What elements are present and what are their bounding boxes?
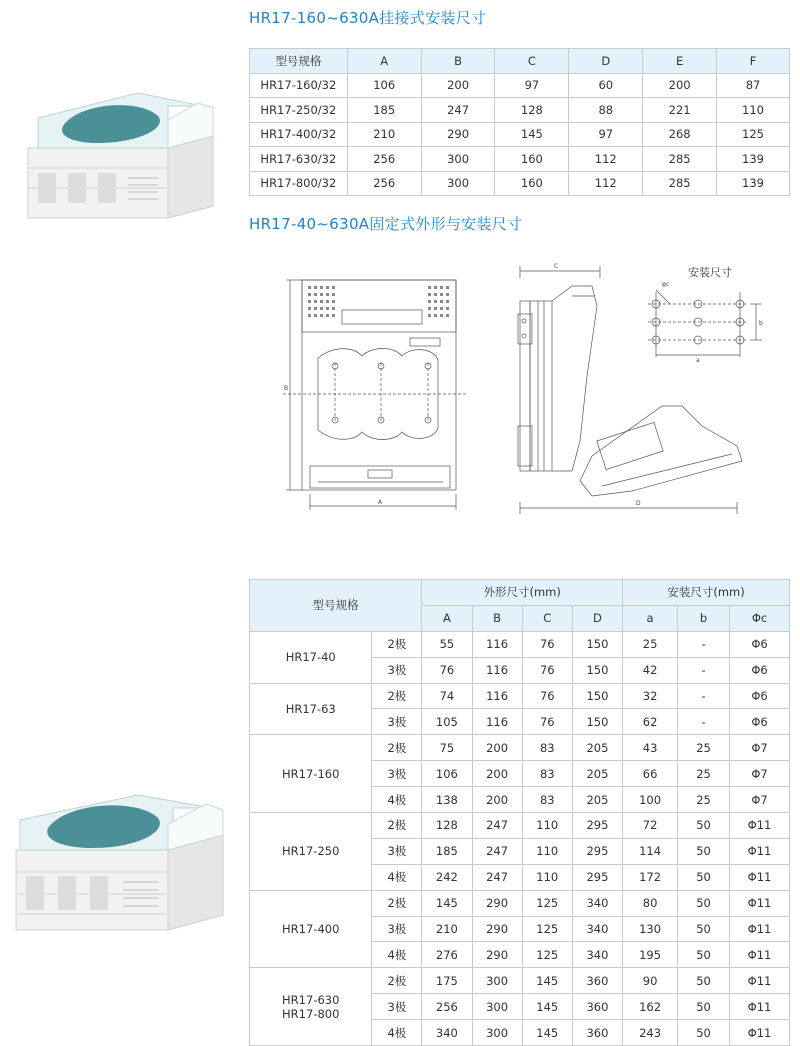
cell: 247 [472,838,522,864]
cell: 4极 [372,864,422,890]
cell: 139 [717,171,790,196]
cell: 72 [623,813,678,839]
cell: 247 [421,98,495,123]
cell: Φ6 [730,683,790,709]
cell: 110 [522,813,572,839]
cell: 60 [569,73,643,98]
cell: 145 [522,968,572,994]
cell: 242 [422,864,472,890]
cell: 210 [347,122,421,147]
table-row [250,98,790,123]
cell: 4极 [372,787,422,813]
cell: 200 [643,73,717,98]
cell: 2极 [372,968,422,994]
cell: 175 [422,968,472,994]
cell: 50 [678,942,730,968]
model-name-630: HR17-630 [282,992,340,1007]
cell: 106 [347,73,421,98]
cell: 110 [522,864,572,890]
cell: 74 [422,683,472,709]
cell: 300 [421,147,495,172]
cell: 247 [472,864,522,890]
cell: 295 [572,864,622,890]
cell: - [678,709,730,735]
cell: 116 [472,631,522,657]
cell: - [678,683,730,709]
table-row [250,735,790,761]
front-view-drawing [278,268,468,518]
cell: 62 [623,709,678,735]
table-row [250,683,790,709]
cell: 200 [472,761,522,787]
model-cell: HR17-40 [250,631,372,683]
cell: 50 [678,1020,730,1046]
cell: 360 [572,994,622,1020]
cell: 125 [717,122,790,147]
cell: 25 [678,787,730,813]
cell: 256 [347,147,421,172]
cell: 42 [623,657,678,683]
cell: 340 [422,1020,472,1046]
cell: 139 [717,147,790,172]
cell: 205 [572,787,622,813]
cell: 290 [421,122,495,147]
cell: 290 [472,916,522,942]
cell: 125 [522,890,572,916]
model-cell: HR17-63 [250,683,372,735]
cell: 145 [422,890,472,916]
mounting-pattern-drawing [640,262,780,372]
hanging-dimension-table [249,48,790,196]
header-model: 型号规格 [250,580,422,632]
cell: 300 [472,968,522,994]
cell: 290 [472,890,522,916]
header-mounting-dimensions: 安装尺寸(mm) [623,580,790,606]
cell: 106 [422,761,472,787]
product-photo-fixed [8,790,238,940]
cell: Φ11 [730,813,790,839]
cell: 2极 [372,735,422,761]
cell: 360 [572,968,622,994]
cell: 55 [422,631,472,657]
cell: 185 [347,98,421,123]
dim-label-C: C [554,263,559,270]
cell: 150 [572,709,622,735]
cell: 243 [623,1020,678,1046]
cell: 83 [522,761,572,787]
table-row [250,147,790,172]
cell: 340 [572,942,622,968]
cell: Φ7 [730,787,790,813]
cell: 80 [623,890,678,916]
header-A: A [347,49,421,74]
header-C: C [522,605,572,631]
cell: 50 [678,916,730,942]
cell: 2极 [372,631,422,657]
cell: 4极 [372,942,422,968]
cell: HR17-800/32 [250,171,348,196]
cell: 285 [643,147,717,172]
cell: 205 [572,761,622,787]
cell: Φ6 [730,631,790,657]
cell: Φ11 [730,968,790,994]
dim-label-phic: φc [662,281,670,288]
cell: 150 [572,631,622,657]
cell: 130 [623,916,678,942]
cell: 50 [678,813,730,839]
cell: 76 [522,631,572,657]
cell: 268 [643,122,717,147]
cell: 76 [522,657,572,683]
cell: HR17-400/32 [250,122,348,147]
cell: 66 [623,761,678,787]
header-a: a [623,605,678,631]
cell: 300 [472,1020,522,1046]
cell: 50 [678,968,730,994]
cell: 76 [422,657,472,683]
cell: Φ7 [730,735,790,761]
model-cell [250,968,372,1046]
header-phic: Φc [730,605,790,631]
cell: 2极 [372,890,422,916]
fixed-dimension-table [249,579,790,1046]
cell: 114 [623,838,678,864]
cell: 2极 [372,813,422,839]
cell: 97 [495,73,569,98]
mount-title: 安装尺寸 [688,266,732,279]
header-D: D [572,605,622,631]
cell: 88 [569,98,643,123]
cell: 205 [572,735,622,761]
cell: 76 [522,709,572,735]
cell: 128 [422,813,472,839]
header-B: B [472,605,522,631]
cell: 3极 [372,994,422,1020]
header-C: C [495,49,569,74]
header-D: D [569,49,643,74]
cell: 75 [422,735,472,761]
cell: 162 [623,994,678,1020]
cell: 200 [472,735,522,761]
cell: - [678,657,730,683]
cell: 100 [623,787,678,813]
cell: 172 [623,864,678,890]
cell: 83 [522,787,572,813]
cell: - [678,631,730,657]
cell: 116 [472,657,522,683]
table-header-row [250,580,790,606]
cell: 285 [643,171,717,196]
cell: 256 [422,994,472,1020]
cell: 128 [495,98,569,123]
table-row [250,122,790,147]
dim-label-A: A [378,499,383,506]
cell: 110 [717,98,790,123]
header-outer-dimensions: 外形尺寸(mm) [422,580,623,606]
cell: 43 [623,735,678,761]
model-cell: HR17-160 [250,735,372,813]
cell: 340 [572,890,622,916]
table-row [250,171,790,196]
table-row [250,890,790,916]
cell: 50 [678,864,730,890]
cell: 145 [522,1020,572,1046]
table-row [250,813,790,839]
cell: 25 [623,631,678,657]
section-title-hanging: HR17-160~630A挂接式安装尺寸 [249,9,487,27]
cell: 290 [472,942,522,968]
cell: 50 [678,838,730,864]
cell: 90 [623,968,678,994]
table-row [250,968,790,994]
cell: 185 [422,838,472,864]
cell: HR17-160/32 [250,73,348,98]
cell: HR17-250/32 [250,98,348,123]
cell: 110 [522,838,572,864]
cell: 25 [678,735,730,761]
dim-label-b: b [759,320,763,327]
cell: 76 [522,683,572,709]
model-cell: HR17-400 [250,890,372,968]
cell: 112 [569,171,643,196]
cell: 160 [495,171,569,196]
table-header-row [250,49,790,74]
cell: 300 [421,171,495,196]
cell: 3极 [372,916,422,942]
cell: Φ11 [730,994,790,1020]
cell: HR17-630/32 [250,147,348,172]
cell: 3极 [372,657,422,683]
cell: 116 [472,683,522,709]
cell: Φ11 [730,864,790,890]
cell: Φ11 [730,1020,790,1046]
header-E: E [643,49,717,74]
header-b: b [678,605,730,631]
cell: 32 [623,683,678,709]
cell: 160 [495,147,569,172]
section-title-fixed: HR17-40~630A固定式外形与安装尺寸 [249,215,523,233]
cell: 2极 [372,683,422,709]
cell: 50 [678,890,730,916]
cell: 210 [422,916,472,942]
cell: 295 [572,838,622,864]
cell: 97 [569,122,643,147]
header-model: 型号规格 [250,49,348,74]
cell: 195 [623,942,678,968]
cell: 360 [572,1020,622,1046]
cell: 138 [422,787,472,813]
dim-label-B: B [284,385,289,392]
model-name-800: HR17-800 [282,1006,340,1021]
cell: 87 [717,73,790,98]
cell: 125 [522,942,572,968]
cell: Φ11 [730,942,790,968]
cell: 4极 [372,1020,422,1046]
cell: 200 [472,787,522,813]
cell: 340 [572,916,622,942]
cell: 3极 [372,709,422,735]
cell: Φ6 [730,657,790,683]
cell: 25 [678,761,730,787]
table-row [250,631,790,657]
cell: Φ11 [730,838,790,864]
header-B: B [421,49,495,74]
header-A: A [422,605,472,631]
cell: 200 [421,73,495,98]
dim-label-a: a [696,357,700,364]
cell: 105 [422,709,472,735]
cell: Φ6 [730,709,790,735]
cell: Φ7 [730,761,790,787]
cell: 112 [569,147,643,172]
cell: 116 [472,709,522,735]
cell: 276 [422,942,472,968]
cell: 150 [572,683,622,709]
cell: 145 [495,122,569,147]
model-cell: HR17-250 [250,813,372,891]
cell: 125 [522,916,572,942]
cell: 221 [643,98,717,123]
cell: 295 [572,813,622,839]
cell: 83 [522,735,572,761]
table-row [250,73,790,98]
cell: 3极 [372,838,422,864]
product-photo-hanging [18,88,233,228]
cell: 145 [522,994,572,1020]
cell: Φ11 [730,890,790,916]
cell: Φ11 [730,916,790,942]
cell: 300 [472,994,522,1020]
cell: 50 [678,994,730,1020]
cell: 256 [347,171,421,196]
dim-label-D: D [636,500,641,507]
cell: 247 [472,813,522,839]
header-F: F [717,49,790,74]
cell: 3极 [372,761,422,787]
cell: 150 [572,657,622,683]
